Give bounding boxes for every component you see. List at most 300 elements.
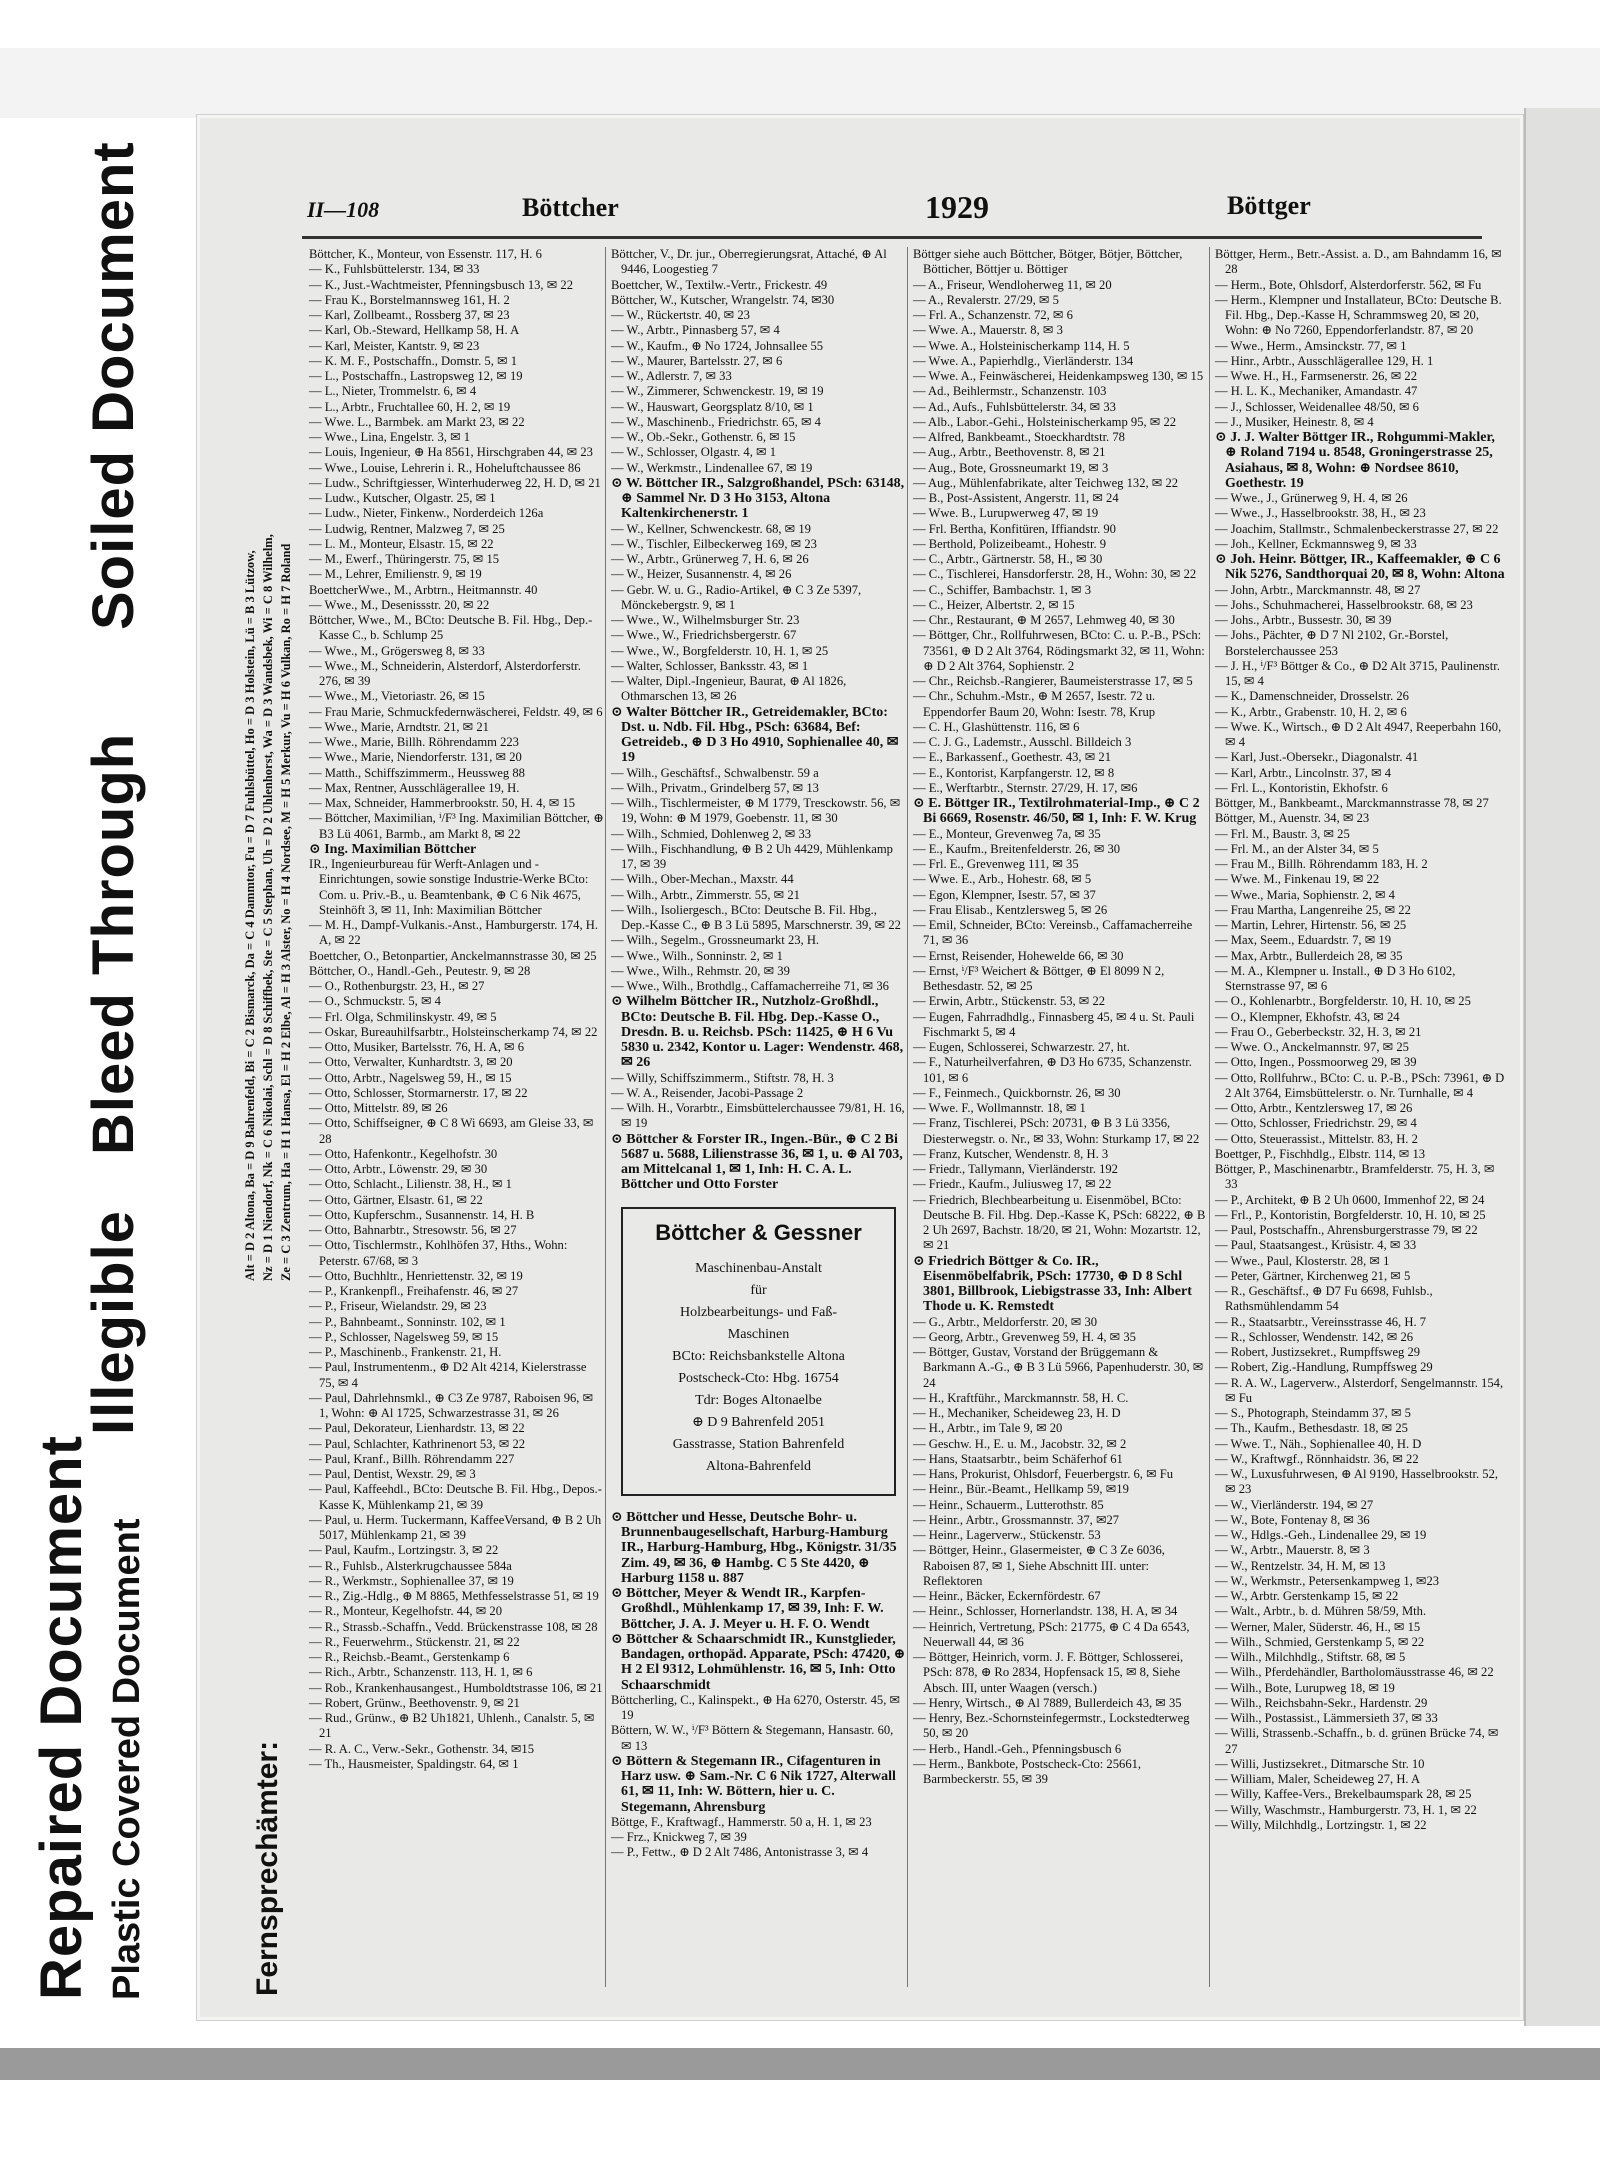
directory-entry: — Otto, Rollfuhrw., BCto: C. u. P.-B., PSch: 73961, ⊕ D 2 Alt 3764, Eimsbüttelerstr. o. Nr. Turnhalle, ✉ 4	[1215, 1070, 1505, 1100]
directory-entry: — Paul, Postschaffn., Ahrensburgerstrasse 79, ✉ 22	[1215, 1223, 1478, 1237]
header-right-title: Böttger	[1227, 191, 1311, 220]
directory-entry: — Louis, Ingenieur, ⊕ Ha 8561, Hirschgraben 44, ✉ 23	[309, 445, 593, 460]
directory-entry: — Frau Elisab., Kentzlersweg 5, ✉ 26	[913, 902, 1108, 917]
directory-entry: — H., Mechaniker, Scheideweg 23, H. D	[913, 1406, 1121, 1420]
directory-entry: — Frl. M., Baustr. 3, ✉ 25	[1215, 826, 1350, 841]
directory-entry: — Wwe., M., Vietoriastr. 26, ✉ 15	[309, 689, 485, 704]
directory-entry: — Böttger, Heinrich, vorm. J. F. Böttger, Schlosserei, PSch: 878, ⊕ Ro 2834, Hopfensack 15, ✉ 8, Siehe Absch. III, unter Waagen (versch.)	[913, 1650, 1184, 1695]
directory-entry: — J., Musiker, Heinestr. 8, ✉ 4	[1215, 414, 1374, 429]
directory-entry: — Wwe. K., Wirtsch., ⊕ D 2 Alt 4947, Reeperbahn 160, ✉ 4	[1215, 719, 1502, 749]
directory-entry: — W., Hdlgs.-Geh., Lindenallee 29, ✉ 19	[1215, 1528, 1427, 1542]
directory-entry: — R., Werkmstr., Sophienallee 37, ✉ 19	[309, 1573, 514, 1588]
directory-entry: — E., Barkassenf., Goethestr. 43, ✉ 21	[913, 750, 1112, 765]
directory-entry: Böttcher, K., Monteur, von Essenstr. 117, H. 6	[309, 247, 542, 261]
directory-entry: — Wwe., Herm., Amsinckstr. 77, ✉ 1	[1215, 338, 1407, 353]
directory-entry: — Frau Martha, Langenreihe 25, ✉ 22	[1215, 902, 1411, 917]
directory-entry: Böttcher, O., Handl.-Geh., Peutestr. 9, ✉ 28	[309, 963, 531, 978]
directory-entry: — F., Feinmech., Quickbornstr. 26, ✉ 30	[913, 1085, 1121, 1100]
directory-entry: — Otto, Schlosser, Stormarnerstr. 17, ✉ 22	[309, 1085, 528, 1100]
directory-entry: — H., Kraftführ., Marckmannstr. 58, H. C.	[913, 1390, 1129, 1405]
directory-entry: — Otto, Arbtr., Kentzlersweg 17, ✉ 26	[1215, 1101, 1413, 1115]
directory-entry: — R., Zig.-Hdlg., ⊕ M 8865, Methfesselstrasse 51, ✉ 19	[309, 1589, 599, 1603]
directory-entry: — Wwe., Marie, Niendorferstr. 131, ✉ 20	[309, 750, 522, 765]
directory-entry: BoettcherWwe., M., Arbtrn., Heitmannstr. 40	[309, 582, 538, 597]
directory-entry: — Wwe., J., Hasselbrookstr. 38, H., ✉ 23	[1215, 506, 1426, 521]
directory-entry: Böttcher, W., Kutscher, Wrangelstr. 74, ✉30	[611, 292, 835, 307]
directory-entry: — W., Ob.-Sekr., Gothenstr. 6, ✉ 15	[611, 430, 796, 444]
directory-entry: — Aug., Arbtr., Beethovenstr. 8, ✉ 21	[913, 445, 1106, 460]
directory-entry: — Paul, u. Herm. Tuckermann, KaffeeVersand, ⊕ B 2 Uh 5017, Mühlenkamp 21, ✉ 39	[309, 1512, 602, 1542]
directory-entry: — Wilh., Postassist., Lämmersieth 37, ✉ 33	[1215, 1711, 1438, 1725]
directory-entry: — Heinr., Bäcker, Eckernfördestr. 67	[913, 1589, 1101, 1603]
directory-entry: — K. M. F., Postschaffn., Domstr. 5, ✉ 1	[309, 353, 518, 368]
directory-entry: — W., Arbtr., Mauerstr. 8, ✉ 3	[1215, 1543, 1370, 1558]
directory-entry: — Wwe. T., Näh., Sophienallee 40, H. D	[1215, 1436, 1422, 1451]
directory-entry: — Wwe., Louise, Lehrerin i. R., Hoheluftchaussee 86	[309, 460, 581, 475]
directory-entry: — Rich., Arbtr., Schanzenstr. 113, H. 1, ✉ 6	[309, 1665, 533, 1680]
ad-line: Holzbearbeitungs- und Faß-	[679, 1304, 838, 1320]
directory-entry: — W., Werkmstr., Lindenallee 67, ✉ 19	[611, 460, 813, 475]
directory-entry: — Wilh., Schmied, Gerstenkamp 5, ✉ 22	[1215, 1634, 1425, 1649]
directory-entry: — Paul, Kranf., Billh. Röhrendamm 227	[309, 1451, 515, 1466]
directory-entry: — Friedr., Tallymann, Vierländerstr. 192	[913, 1162, 1118, 1176]
directory-entry: — Walter, Dipl.-Ingenieur, Baurat, ⊕ Al 1826, Othmarschen 13, ✉ 26	[611, 674, 847, 704]
directory-entry: — Frl. Bertha, Konfitüren, Iffiandstr. 90	[913, 521, 1116, 536]
directory-entry: — Wwe. A., Holsteinischerkamp 114, H. 5	[913, 338, 1130, 353]
directory-entry: — Otto, Steuerassist., Mittelstr. 83, H. 2	[1215, 1131, 1418, 1146]
directory-entry: — Otto, Kupferschm., Susannenstr. 14, H. B	[309, 1207, 535, 1222]
directory-entry: — E., Monteur, Grevenweg 7a, ✉ 35	[913, 826, 1101, 841]
ad-line: Postscheck-Cto: Hbg. 16754	[678, 1370, 839, 1386]
exchange-code-line: Nz = D 1 Niendorf, Nk = C 6 Nikolai, Schl = D 8 Schiffbek, Ste = C 5 Stephan, Uh = D 2 Uhlenhorst, Wa = D 3 Wandsbek, Wi = C 8 Wilhelm,	[261, 534, 275, 1281]
directory-entry: — Karl, Just.-Obersekr., Diagonalstr. 41	[1215, 750, 1419, 765]
column-divider	[907, 247, 908, 1987]
directory-entry: — R. A. W., Lagerverw., Alsterdorf, Sengelmannstr. 154, ✉ Fu	[1215, 1375, 1504, 1405]
directory-entry: — Rob., Krankenhausangest., Humboldtstrasse 106, ✉ 21	[309, 1680, 603, 1695]
directory-entry: — Erwin, Arbtr., Stückenstr. 53, ✉ 22	[913, 994, 1106, 1009]
directory-entry: Böttger, P., Maschinenarbtr., Bramfelderstr. 75, H. 3, ✉ 33	[1215, 1162, 1495, 1192]
directory-entry: — C. J. G., Lademstr., Ausschl. Billdeich 3	[913, 735, 1132, 749]
directory-entry: — Wwe., Wilh., Brothdlg., Caffamacherreihe 71, ✉ 36	[611, 979, 889, 993]
directory-entry: — Friedr., Kaufm., Juliusweg 17, ✉ 22	[913, 1177, 1112, 1192]
header-year: 1929	[925, 189, 989, 225]
directory-entry: — Matth., Schiffszimmerm., Heussweg 88	[309, 765, 525, 780]
directory-entry: — Wilh., Fischhandlung, ⊕ B 2 Uh 4429, Mühlenkamp 17, ✉ 39	[611, 841, 893, 871]
directory-entry: — Frau M., Billh. Röhrendamm 183, H. 2	[1215, 857, 1428, 871]
ad-line: Altona-Bahrenfeld	[706, 1458, 811, 1474]
stamp-repaired: Repaired Document	[29, 1435, 94, 2000]
directory-entry: — W., Tischler, Eilbeckerweg 169, ✉ 23	[611, 536, 817, 551]
directory-page	[196, 114, 1524, 2021]
directory-entry: — Otto, Buchhltr., Henriettenstr. 32, ✉ 19	[309, 1268, 523, 1283]
directory-entry: — Frl., P., Kontoristin, Borgfelderstr. 10, H. 10, ✉ 25	[1215, 1207, 1486, 1222]
directory-entry: — Joachim, Stallmstr., Schmalenbeckerstrasse 27, ✉ 22	[1215, 521, 1499, 536]
directory-entry: — Wilh., Reichsbahn-Sekr., Hardenstr. 29	[1215, 1695, 1428, 1710]
directory-entry: — Karl, Ob.-Steward, Hellkamp 58, H. A	[309, 323, 520, 338]
directory-entry: — Wwe., Wilh., Rehmstr. 20, ✉ 39	[611, 963, 790, 978]
directory-entry: — Wilh., Geschäftsf., Schwalbenstr. 59 a	[611, 765, 819, 780]
directory-entry: — W., Rentzelstr. 34, H. M, ✉ 13	[1215, 1558, 1386, 1573]
directory-entry: — Walt., Arbtr., b. d. Mühren 58/59, Mth.	[1215, 1604, 1427, 1619]
ad-line: Maschinenbau-Anstalt	[695, 1260, 822, 1276]
directory-entry: — Johs., Pächter, ⊕ D 7 Nl 2102, Gr.-Borstel, Borstelerchaussee 253	[1215, 628, 1449, 658]
directory-entry: — Karl, Zollbeamt., Rossberg 37, ✉ 23	[309, 308, 510, 322]
directory-entry: Böttge, F., Kraftwagf., Hammerstr. 50 a, H. 1, ✉ 23	[611, 1814, 872, 1829]
directory-entry: ⊙ Böttcher & Schaarschmidt IR., Kunstglieder, Bandagen, orthopäd. Apparate, PSch: 47420, ⊕ H 2 El 9312, Lohmühlenstr. 16, ✉ 5, Inh: Otto Schaarschmidt	[611, 1631, 906, 1693]
directory-entry: — P., Friseur, Wielandstr. 29, ✉ 23	[309, 1299, 487, 1314]
directory-entry: — O., Kohlenarbtr., Borgfelderstr. 10, H. 10, ✉ 25	[1215, 994, 1471, 1009]
directory-entry: — Aug., Bote, Grossneumarkt 19, ✉ 3	[913, 460, 1109, 475]
directory-entry: — Wwe. M., Finkenau 19, ✉ 22	[1215, 872, 1380, 887]
directory-entry: — Eugen, Fahrradhdlg., Finnasberg 45, ✉ 4 u. St. Pauli Fischmarkt 5, ✉ 4	[913, 1009, 1195, 1039]
directory-entry: — R., Strassb.-Schaffn., Vedd. Brückenstrasse 108, ✉ 28	[309, 1619, 598, 1634]
next-page-edge	[1524, 108, 1600, 2026]
directory-entry: — Robert, Zig.-Handlung, Rumpffsweg 29	[1215, 1360, 1433, 1375]
directory-entry: — Wwe. L., Barmbek. am Markt 23, ✉ 22	[309, 414, 525, 429]
ad-line: für	[750, 1282, 767, 1298]
directory-entry: — Wwe., Maria, Sophienstr. 2, ✉ 4	[1215, 887, 1395, 902]
directory-entry: — S., Photograph, Steindamm 37, ✉ 5	[1215, 1406, 1411, 1420]
directory-entry: — Hinr., Arbtr., Ausschlägerallee 129, H. 1	[1215, 353, 1434, 368]
directory-entry: — Max, Schneider, Hammerbrookstr. 50, H. 4, ✉ 15	[309, 796, 576, 810]
directory-entry: — W., Heizer, Susannenstr. 4, ✉ 26	[611, 567, 792, 582]
directory-entry: ⊙ W. Böttcher IR., Salzgroßhandel, PSch: 63148, ⊕ Sammel Nr. D 3 Ho 3153, Altona Kaltenkirchenerstr. 1	[611, 475, 905, 522]
directory-entry: — W., Arbtr., Grünerweg 7, H. 6, ✉ 26	[611, 552, 809, 566]
directory-entry: — L. M., Monteur, Elsastr. 15, ✉ 22	[309, 536, 494, 551]
directory-entry: Boettger, P., Fischhdlg., Elbstr. 114, ✉ 13	[1215, 1146, 1426, 1161]
ad-lines	[633, 1258, 884, 1478]
directory-entry: — Ludw., Schriftgiesser, Winterhuderweg 22, H. D, ✉ 21	[309, 475, 601, 490]
directory-entry: — W., Rückertstr. 40, ✉ 23	[611, 308, 750, 322]
directory-entry: — Wilh. H., Vorarbtr., Eimsbüttelerchaussee 79/81, H. 16, ✉ 19	[611, 1101, 905, 1131]
directory-entry: ⊙ Böttcher, Meyer & Wendt IR., Karpfen-Großhdl., Mühlenkamp 17, ✉ 39, Inh: F. W. Böttcher, J. A. J. Meyer u. H. F. O. Wendt	[611, 1586, 884, 1632]
directory-entry: — A., Friseur, Wendloherweg 11, ✉ 20	[913, 277, 1112, 292]
condition-stamps	[20, 100, 160, 2090]
directory-entry: — Frau Marie, Schmuckfedernwäscherei, Feldstr. 49, ✉ 6	[309, 704, 603, 719]
directory-entry: — L., Nieter, Trommelstr. 6, ✉ 4	[309, 384, 477, 399]
directory-entry: — K., Just.-Wachtmeister, Pfenningsbusch 13, ✉ 22	[309, 277, 574, 292]
directory-entry: — P., Bahnbeamt., Sonninstr. 102, ✉ 1	[309, 1314, 506, 1329]
directory-entry: — B., Post-Assistent, Angerstr. 11, ✉ 24	[913, 491, 1119, 505]
column-2	[611, 247, 906, 1861]
directory-entry: — Wwe., J., Grünerweg 9, H. 4, ✉ 26	[1215, 491, 1408, 505]
directory-entry: — Willi, Justizsekret., Ditmarsche Str. 10	[1215, 1756, 1425, 1771]
directory-entry: — Wwe. O., Anckelmannstr. 97, ✉ 25	[1215, 1040, 1409, 1054]
scan-background-bottom	[0, 2048, 1600, 2080]
directory-entry: — Th., Kaufm., Bethesdastr. 18, ✉ 25	[1215, 1421, 1408, 1436]
directory-entry: — J., Schlosser, Weidenallee 48/50, ✉ 6	[1215, 399, 1419, 414]
directory-entry: — Friedrich, Blechbearbeitung u. Eisenmöbel, BCto: Deutsche B. Fil. Hbg. Dep.-Kasse K, PSch: 68222, ⊕ B 2 Uh 2697, Bachstr. 18/20, ✉ 21, Wohn: Mozartstr. 12, ✉ 21	[913, 1192, 1206, 1253]
directory-entry: — Wwe. B., Lurupwerweg 47, ✉ 19	[913, 506, 1099, 521]
directory-entry: — J. H., ⁱ/F³ Böttger & Co., ⊕ D2 Alt 3715, Paulinenstr. 15, ✉ 4	[1215, 658, 1500, 688]
directory-entry: — Franz, Tischlerei, PSch: 20731, ⊕ B 3 Lü 3356, Diesterwegstr. o. Nr., ✉ 33, Wohn: Sturkamp 17, ✉ 22	[913, 1116, 1200, 1146]
directory-entry: — C. H., Glashüttenstr. 116, ✉ 6	[913, 719, 1080, 734]
directory-entry: — Heinr., Arbtr., Grossmannstr. 37, ✉27	[913, 1512, 1120, 1527]
directory-entry: — Eugen, Schlosserei, Schwarzestr. 27, ht.	[913, 1040, 1130, 1054]
directory-entry: — Max, Rentner, Ausschlägerallee 19, H.	[309, 780, 520, 795]
directory-entry: — Böttger, Chr., Rollfuhrwesen, BCto: C. u. P.-B., PSch: 73561, ⊕ D 2 Alt 3764, Rödingsmarkt 32, ✉ 11, Wohn: ⊕ D 2 Alt 3764, Sophienstr. 2	[913, 628, 1205, 673]
directory-entry: — Wwe., M., Schneiderin, Alsterdorf, Alsterdorferstr. 276, ✉ 39	[309, 658, 581, 688]
directory-entry: — Otto, Schlosser, Friedrichstr. 29, ✉ 4	[1215, 1116, 1417, 1131]
directory-entry: — W., Adlerstr. 7, ✉ 33	[611, 369, 732, 383]
header-left-title: Böttcher	[522, 193, 619, 222]
directory-entry: — Wwe., M., Desenissstr. 20, ✉ 22	[309, 597, 490, 612]
directory-entry: — Otto, Arbtr., Nagelsweg 59, H., ✉ 15	[309, 1070, 512, 1085]
directory-entry: — Willy, Waschmstr., Hamburgerstr. 73, H. 1, ✉ 22	[1215, 1802, 1477, 1817]
directory-entry: — Wwe., W., Borgfelderstr. 10, H. 1, ✉ 25	[611, 643, 829, 658]
stamp-bleed-through: Bleed Through	[81, 732, 146, 1155]
directory-entry: — Henry, Wirtsch., ⊕ Al 7889, Bullerdeich 43, ✉ 35	[913, 1695, 1182, 1710]
directory-entry: — Willy, Milchhdlg., Lortzingstr. 1, ✉ 22	[1215, 1817, 1427, 1832]
directory-entry: — Joh., Kellner, Eckmannsweg 9, ✉ 33	[1215, 536, 1417, 551]
directory-entry: — Ad., Aufs., Fuhlsbüttelerstr. 34, ✉ 33	[913, 399, 1116, 414]
directory-entry: — Ludwig, Rentner, Malzweg 7, ✉ 25	[309, 521, 505, 536]
directory-entry: — W., Vierländerstr. 194, ✉ 27	[1215, 1497, 1374, 1512]
advertisement-box	[621, 1207, 896, 1496]
directory-entry: — M. A., Klempner u. Install., ⊕ D 3 Ho 6102, Sternstrasse 97, ✉ 6	[1215, 963, 1456, 993]
directory-entry: Böttcherling, C., Kalinspekt., ⊕ Ha 6270, Osterstr. 45, ✉ 19	[611, 1692, 901, 1722]
exchange-code-line: Alt = D 2 Altona, Ba = D 9 Bahrenfeld, Bi = C 2 Bismarck, Da = C 4 Dammtor, Fu = D 7 Fuhlsbüttel, Ho = D 3 Holstein, Lü = B 3 Lützow,	[243, 550, 257, 1281]
directory-entry: — R. A. C., Verw.-Sekr., Gothenstr. 34, ✉15	[309, 1741, 534, 1756]
directory-entry: — W., Kellner, Schwenckestr. 68, ✉ 19	[611, 521, 811, 536]
directory-entry: — Wwe., W., Wilhelmsburger Str. 23	[611, 613, 800, 627]
directory-entry: — M., Ewerf., Thüringerstr. 75, ✉ 15	[309, 552, 500, 566]
directory-entry: — Heinr., Bür.-Beamt., Hellkamp 59, ✉19	[913, 1482, 1129, 1497]
directory-entry: — Robert, Justizsekret., Rumpffsweg 29	[1215, 1345, 1421, 1359]
directory-entry: — Max, Seem., Eduardstr. 7, ✉ 19	[1215, 933, 1391, 948]
directory-entry: — Rud., Grünw., ⊕ B2 Uh1821, Uhlenh., Canalstr. 5, ✉ 21	[309, 1711, 595, 1741]
directory-entry: — Max, Arbtr., Bullerdeich 28, ✉ 35	[1215, 948, 1403, 963]
directory-entry: ⊙ Böttern & Stegemann IR., Cifagenturen in Harz usw. ⊕ Sam.-Nr. C 6 Nik 1727, Alterwall 61, ✉ 11, Inh: W. Böttern, hier u. C. Stegemann, Ahrensburg	[611, 1753, 896, 1815]
directory-entry: — Wilh., Schmied, Dohlenweg 2, ✉ 33	[611, 826, 812, 841]
fernsprech-sidebar	[237, 251, 303, 2001]
directory-entry: — Otto, Gärtner, Elsastr. 61, ✉ 22	[309, 1192, 483, 1207]
directory-entry: — Gebr. W. u. G., Radio-Artikel, ⊕ C 3 Ze 5397, Mönckebergstr. 9, ✉ 1	[611, 582, 862, 612]
directory-entry: — C., Heizer, Albertstr. 2, ✉ 15	[913, 597, 1075, 612]
directory-entry: — P., Architekt, ⊕ B 2 Uh 0600, Immenhof 22, ✉ 24	[1215, 1192, 1485, 1207]
exchange-code-line: Ze = C 3 Zentrum, Ha = H 1 Hansa, El = H 2 Elbe, Al = H 3 Alster, No = H 4 Nordsee, M = H 5 Merkur, Vu = H 6 Vulkan, Ro = H 7 Roland	[279, 543, 293, 1281]
directory-entry: — W., Zimmerer, Schwenckestr. 19, ✉ 19	[611, 384, 824, 399]
directory-entry: — Paul, Staatsangest., Krüsistr. 4, ✉ 33	[1215, 1238, 1417, 1253]
directory-entry: — Otto, Bahnarbtr., Stresowstr. 56, ✉ 27	[309, 1223, 517, 1237]
directory-entry: — Willi, Strassenb.-Schaffn., b. d. grünen Brücke 74, ✉ 27	[1215, 1726, 1499, 1756]
ad-title: Böttcher & Gessner	[655, 1219, 862, 1245]
scan-background-top	[0, 48, 1600, 118]
directory-entry: — Paul, Kaufm., Lortzingstr. 3, ✉ 22	[309, 1543, 499, 1558]
directory-entry: — Johs., Schuhmacherei, Hasselbrookstr. 68, ✉ 23	[1215, 597, 1473, 612]
directory-entry: Boettcher, W., Textilw.-Vertr., Frickestr. 49	[611, 277, 828, 292]
page-header	[307, 187, 1507, 231]
directory-entry: — O., Rothenburgstr. 23, H., ✉ 27	[309, 979, 485, 993]
directory-entry: — Wilh., Tischlermeister, ⊕ M 1779, Tresckowstr. 56, ✉ 19, Wohn: ⊕ M 1979, Goebenstr. 11, ✉ 30	[611, 796, 901, 826]
directory-entry: — W., Schlosser, Olgastr. 4, ✉ 1	[611, 445, 777, 460]
directory-entry: — Alb., Labor.-Gehi., Holsteinischerkamp 95, ✉ 22	[913, 414, 1177, 429]
directory-entry: — R., Schlosser, Wendenstr. 142, ✉ 26	[1215, 1329, 1414, 1344]
directory-entry: — Frl. A., Schanzenstr. 72, ✉ 6	[913, 308, 1073, 322]
directory-entry: Böttcher, V., Dr. jur., Oberregierungsrat, Attaché, ⊕ Al 9446, Loogestieg 7	[611, 247, 887, 277]
directory-entry: — W., Kaufm., ⊕ No 1724, Johnsallee 55	[611, 338, 824, 353]
directory-entry: — R., Feuerwehrm., Stückenstr. 21, ✉ 22	[309, 1634, 520, 1649]
directory-entry: — Heinr., Schauerm., Lutterothstr. 85	[913, 1497, 1104, 1512]
directory-entry: ⊙ Wilhelm Böttcher IR., Nutzholz-Großhdl., BCto: Deutsche B. Fil. Hbg. Dep.-Kasse O., Dresdn. B. u. Reichsb. PSch: 11425, ⊕ H 6 Vu 5830 u. 2342, Kontor u. Lager: Wendenstr. 468, ✉ 26	[611, 994, 904, 1071]
directory-entry: ⊙ Walter Böttcher IR., Getreidemakler, BCto: Dst. u. Ndb. Fil. Hbg., PSch: 63684, Bef: Getreideb., ⊕ D 3 Ho 4910, Sophienallee 40, ✉ 19	[611, 704, 899, 766]
directory-entry: — Th., Hausmeister, Spaldingstr. 64, ✉ 1	[309, 1756, 519, 1771]
directory-entry: — W., Maschinenb., Friedrichstr. 65, ✉ 4	[611, 414, 821, 429]
directory-entry: — Otto, Mittelstr. 89, ✉ 26	[309, 1101, 448, 1115]
directory-entry: — Otto, Schlacht., Lilienstr. 38, H., ✉ 1	[309, 1177, 512, 1192]
directory-entry: — Otto, Verwalter, Kunhardtstr. 3, ✉ 20	[309, 1055, 513, 1070]
directory-entry: — P., Fettw., ⊕ D 2 Alt 7486, Antonistrasse 3, ✉ 4	[611, 1845, 869, 1860]
directory-entry: ⊙ Friedrich Böttger & Co. IR., Eisenmöbelfabrik, PSch: 17730, ⊕ D 8 Schl 3801, Billbrook, Liebigstrasse 33, Inh: Albert Thode u. K. Remstedt	[913, 1253, 1192, 1315]
directory-entry: — Ludw., Nieter, Finkenw., Norderdeich 126a	[309, 506, 544, 521]
directory-entry: — Otto, Hafenkontr., Kegelhofstr. 30	[309, 1146, 498, 1161]
directory-entry: ⊙ Böttcher & Forster IR., Ingen.-Bür., ⊕ C 2 Bi 5687 u. 5688, Lilienstrasse 36, ✉ 1, u. ⊕ Al 703, am Mittelcanal 1, ✉ 1, Inh: H. C. A. L. Böttcher und Otto Forster	[611, 1131, 903, 1193]
directory-entry: Böttcher, Wwe., M., BCto: Deutsche B. Fil. Hbg., Dep.-Kasse C., b. Schlump 25	[309, 613, 593, 643]
directory-entry: — C., Schiffer, Bambachstr. 1, ✉ 3	[913, 582, 1092, 597]
directory-entry: — Chr., Restaurant, ⊕ M 2657, Lehmweg 40, ✉ 30	[913, 613, 1175, 627]
directory-entry: — E., Werftarbtr., Sternstr. 27/29, H. 17, ✉6	[913, 780, 1138, 795]
directory-entry: — Böttcher, Maximilian, ⁱ/F³ Ing. Maximilian Böttcher, ⊕ B3 Lü 4061, Barmb., am Markt 8, ✉ 22	[309, 811, 604, 841]
directory-entry: — Heinr., Schlosser, Hornerlandstr. 138, H. A, ✉ 34	[913, 1604, 1178, 1619]
directory-entry: — Emil, Schneider, BCto: Vereinsb., Caffamacherreihe 71, ✉ 36	[913, 918, 1193, 948]
directory-entry: — Wilh., Milchhdlg., Stiftstr. 68, ✉ 5	[1215, 1650, 1406, 1664]
directory-entry: — Herm., Bote, Ohlsdorf, Alsterdorferstr. 562, ✉ Fu	[1215, 277, 1482, 292]
exchange-codes	[237, 251, 303, 1551]
directory-entry: — K., Arbtr., Grabenstr. 10, H. 2, ✉ 6	[1215, 704, 1407, 719]
directory-entry: — Paul, Instrumentenm., ⊕ D2 Alt 4214, Kielerstrasse 75, ✉ 4	[309, 1360, 587, 1390]
directory-entry: — Georg, Arbtr., Grevenweg 59, H. 4, ✉ 35	[913, 1329, 1136, 1344]
directory-entry: — John, Arbtr., Marckmannstr. 48, ✉ 27	[1215, 582, 1421, 597]
directory-entry: — O., Klempner, Ekhofstr. 43, ✉ 24	[1215, 1009, 1400, 1024]
ad-line: Tdr: Boges Altonaelbe	[695, 1392, 822, 1408]
directory-entry: — Franz, Kutscher, Wendenstr. 8, H. 3	[913, 1146, 1109, 1161]
directory-entry: ⊙ Böttcher und Hesse, Deutsche Bohr- u. Brunnenbaugesellschaft, Harburg-Hamburg IR., Harburg-Hamburg, Hbg., Königstr. 31/35 Zim. 49, ✉ 36, ⊕ Hambg. C 5 Ste 4420, ⊕ Harburg 1158 u. 887	[611, 1509, 897, 1586]
directory-entry: — Frl. M., an der Alster 34, ✉ 5	[1215, 841, 1379, 856]
directory-entry: — P., Maschinenb., Frankenstr. 21, H.	[309, 1345, 502, 1359]
directory-entry: — Egon, Klempner, Isestr. 57, ✉ 37	[913, 887, 1096, 902]
directory-entry: — Ludw., Kutscher, Olgastr. 25, ✉ 1	[309, 491, 496, 505]
directory-entry: — Ernst, ⁱ/F³ Weichert & Böttger, ⊕ El 8099 N 2, Bethesdastr. 52, ✉ 25	[913, 963, 1165, 993]
directory-entry: — W., Werkmstr., Petersenkampweg 1, ✉23	[1215, 1573, 1440, 1588]
directory-entry: — Karl, Meister, Kantstr. 9, ✉ 23	[309, 338, 480, 353]
directory-entry: — Heinr., Lagerverw., Stückenstr. 53	[913, 1528, 1101, 1542]
directory-entry: — Willy, Kaffee-Vers., Brekelbaumspark 28, ✉ 25	[1215, 1787, 1472, 1802]
directory-entry: — W., Bote, Fontenay 8, ✉ 36	[1215, 1512, 1370, 1527]
directory-entry: — R., Geschäftsf., ⊕ D7 Fu 6698, Fuhlsb., Rathsmühlendamm 54	[1215, 1284, 1433, 1314]
directory-entry: — M. H., Dampf-Vulkanis.-Anst., Hamburgerstr. 174, H. A, ✉ 22	[309, 918, 598, 948]
directory-entry: — Ad., Beihlermstr., Schanzenstr. 103	[913, 384, 1107, 399]
directory-entry: — K., Fuhlsbüttelerstr. 134, ✉ 33	[309, 262, 480, 277]
directory-entry: IR., Ingenieurbureau für Werft-Anlagen und -Einrichtungen, sowie sonstige Industrie-Werke BCto: Com. u. Priv.-B., u. Beamtenbank, ⊕ C 6 Nik 4675, Steinhöft 3, ✉ 11, Inh: Maximilian Böttcher	[309, 857, 589, 917]
directory-entry: — R., Monteur, Kegelhofstr. 44, ✉ 20	[309, 1604, 502, 1619]
directory-entry: — Johs., Arbtr., Bussestr. 30, ✉ 39	[1215, 613, 1392, 627]
directory-entry: Böttger, M., Auenstr. 34, ✉ 23	[1215, 811, 1370, 826]
page-number: II—108	[307, 197, 380, 222]
directory-entry: — O., Schmuckstr. 5, ✉ 4	[309, 994, 441, 1009]
directory-entry: Böttger siehe auch Böttcher, Bötger, Bötjer, Böttcher, Bötticher, Böttjer u. Böttiger	[913, 247, 1183, 277]
directory-entry: — Ernst, Reisender, Hohewelde 66, ✉ 30	[913, 948, 1124, 963]
directory-entry: — William, Maler, Scheideweg 27, H. A	[1215, 1772, 1421, 1786]
directory-entry: — Wilh., Arbtr., Zimmerstr. 55, ✉ 21	[611, 887, 800, 902]
directory-entry: ⊙ Joh. Heinr. Böttger, IR., Kaffeemakler, ⊕ C 6 Nik 5276, Sandthorquai 20, ✉ 8, Wohn: Altona	[1215, 552, 1505, 583]
directory-entry: — W., Luxusfuhrwesen, ⊕ Al 9190, Hasselbrookstr. 52, ✉ 23	[1215, 1467, 1499, 1497]
directory-entry: — Otto, Tischlermstr., Kohlhöfen 37, Hths., Wohn: Peterstr. 67/68, ✉ 3	[309, 1238, 568, 1268]
column-4	[1215, 247, 1510, 1833]
stamp-soiled: Soiled Document	[81, 141, 146, 630]
directory-entry: — Wwe. H., H., Farmsenerstr. 26, ✉ 22	[1215, 369, 1417, 383]
directory-entry: Böttger, Herm., Betr.-Assist. a. D., am Bahndamm 16, ✉ 28	[1215, 247, 1502, 277]
directory-entry: — Wwe., Wilh., Sonninstr. 2, ✉ 1	[611, 948, 783, 963]
directory-entry: — C., Tischlerei, Hansdorferstr. 28, H., Wohn: 30, ✉ 22	[913, 567, 1197, 582]
ad-line: Gasstrasse, Station Bahrenfeld	[672, 1436, 845, 1452]
directory-entry: — Frl. Olga, Schmilinskystr. 49, ✉ 5	[309, 1009, 497, 1024]
directory-entry: — Wilh., Isoliergesch., BCto: Deutsche B. Fil. Hbg., Dep.-Kasse C., ⊕ B 3 Lü 5895, Marschnerstr. 39, ✉ 22	[611, 902, 901, 932]
directory-entry: — Henry, Bez.-Schornsteinfegermstr., Lockstedterweg 50, ✉ 20	[913, 1711, 1190, 1741]
directory-entry: Böttger, M., Bankbeamt., Marckmannstrasse 78, ✉ 27	[1215, 796, 1489, 810]
stamp-illegible: Illegible	[81, 1210, 146, 1435]
directory-entry: — Frau K., Borstelmannsweg 161, H. 2	[309, 292, 510, 307]
ad-line: ⊕ D 9 Bahrenfeld 2051	[691, 1414, 826, 1430]
directory-entry: — Werner, Maler, Süderstr. 46, H., ✉ 15	[1215, 1619, 1421, 1634]
directory-entry: — Wilh., Bote, Lurupweg 18, ✉ 19	[1215, 1680, 1395, 1695]
directory-entry: ⊙ E. Böttger IR., Textilrohmaterial-Imp., ⊕ C 2 Bi 6669, Rosenstr. 46/50, ✉ 1, Inh: F. W. Krug	[913, 796, 1200, 827]
directory-entry: — P., Schlosser, Nagelsweg 59, ✉ 15	[309, 1329, 499, 1344]
directory-entry: — E., Kaufm., Breitenfelderstr. 26, ✉ 30	[913, 841, 1121, 856]
directory-entry: ⊙ Ing. Maximilian Böttcher	[309, 841, 477, 857]
directory-entry: — W., Maurer, Bartelsstr. 27, ✉ 6	[611, 353, 783, 368]
directory-entry: — Wilh., Pferdehändler, Bartholomäusstrasse 46, ✉ 22	[1215, 1665, 1494, 1680]
directory-entry: — Frl. L., Kontoristin, Ekhofstr. 6	[1215, 780, 1388, 795]
directory-entry: — Paul, Kaffeehdl., BCto: Deutsche B. Fil. Hbg., Depos.-Kasse K, Mühlenkamp 21, ✉ 39	[309, 1482, 602, 1512]
directory-entry: — A., Revalerstr. 27/29, ✉ 5	[913, 292, 1059, 307]
directory-entry: — Walter, Schlosser, Banksstr. 43, ✉ 1	[611, 658, 809, 673]
directory-entry: — W., Arbtr., Pinnasberg 57, ✉ 4	[611, 323, 780, 338]
directory-entry: — Hans, Prokurist, Ohlsdorf, Feuerbergstr. 6, ✉ Fu	[913, 1467, 1174, 1481]
directory-entry: — M., Lehrer, Emilienstr. 9, ✉ 19	[309, 567, 482, 582]
directory-entry: Boettcher, O., Betonpartier, Anckelmannstrasse 30, ✉ 25	[309, 948, 597, 963]
directory-entry: — R., Staatsarbtr., Vereinsstrasse 46, H. 7	[1215, 1314, 1427, 1329]
fernsprech-label: Fernsprechämter:	[251, 1740, 284, 1996]
directory-entry: — Berthold, Polizeibeamt., Hohestr. 9	[913, 536, 1107, 551]
directory-entry: ⊙ J. J. Walter Böttger IR., Rohgummi-Makler, ⊕ Roland 7194 u. 8548, Groningerstrasse 25, Asiahaus, ✉ 8, Wohn: ⊕ Nordsee 8610, Goethestr. 19	[1215, 430, 1495, 491]
directory-entry: — Wwe., Paul, Klosterstr. 28, ✉ 1	[1215, 1253, 1390, 1268]
directory-entry: — Martin, Lehrer, Hirtenstr. 56, ✉ 25	[1215, 918, 1407, 932]
directory-entry: — Böttger, Gustav, Vorstand der Brüggemann & Barkmann A.-G., ⊕ B 3 Lü 5966, Papenhuderstr. 30, ✉ 24	[913, 1345, 1204, 1390]
directory-entry: — Karl, Arbtr., Lincolnstr. 37, ✉ 4	[1215, 765, 1392, 780]
directory-entry: — F., Naturheilverfahren, ⊕ D3 Ho 6735, Schanzenstr. 101, ✉ 6	[913, 1055, 1192, 1085]
directory-entry: — Alfred, Bankbeamt., Stoeckhardtstr. 78	[913, 430, 1125, 444]
directory-entry: — Hans, Staatsarbtr., beim Schäferhof 61	[913, 1451, 1123, 1466]
directory-entry: Böttern, W. W., ⁱ/F³ Böttern & Stegemann, Hansastr. 60, ✉ 13	[611, 1723, 894, 1753]
directory-entry: — Otto, Arbtr., Löwenstr. 29, ✉ 30	[309, 1162, 488, 1176]
directory-entry: — Wwe. A., Mauerstr. 8, ✉ 3	[913, 323, 1063, 338]
ad-line: Maschinen	[727, 1326, 790, 1342]
directory-entry: — Wwe., Marie, Billh. Röhrendamm 223	[309, 735, 519, 749]
directory-entry: — Willy, Schiffszimmerm., Stiftstr. 78, H. 3	[611, 1070, 834, 1085]
directory-entry: — L., Arbtr., Fruchtallee 60, H. 2, ✉ 19	[309, 399, 511, 414]
directory-entry: — Paul, Dentist, Wexstr. 29, ✉ 3	[309, 1467, 476, 1481]
directory-entry: — Wwe. A., Feinwäscherei, Heidenkampsweg 130, ✉ 15	[913, 369, 1204, 383]
directory-entry: — Geschw. H., E. u. M., Jacobstr. 32, ✉ 2	[913, 1436, 1127, 1451]
column-1	[309, 247, 604, 1772]
directory-entry: — Chr., Reichsb.-Rangierer, Baumeisterstrasse 17, ✉ 5	[913, 674, 1193, 688]
directory-entry: — Robert, Grünw., Beethovenstr. 9, ✉ 21	[309, 1695, 520, 1710]
directory-entry: — Herm., Bankbote, Postscheck-Cto: 25661, Barmbeckerstr. 55, ✉ 39	[913, 1756, 1142, 1786]
directory-entry: — Herb., Handl.-Geh., Pfenningsbusch 6	[913, 1741, 1122, 1756]
directory-entry: — W., Arbtr. Gerstenkamp 15, ✉ 22	[1215, 1589, 1399, 1603]
directory-entry: — Wwe., W., Friedrichsbergerstr. 67	[611, 628, 797, 643]
directory-entry: — W. A., Reisender, Jacobi-Passage 2	[611, 1085, 804, 1100]
